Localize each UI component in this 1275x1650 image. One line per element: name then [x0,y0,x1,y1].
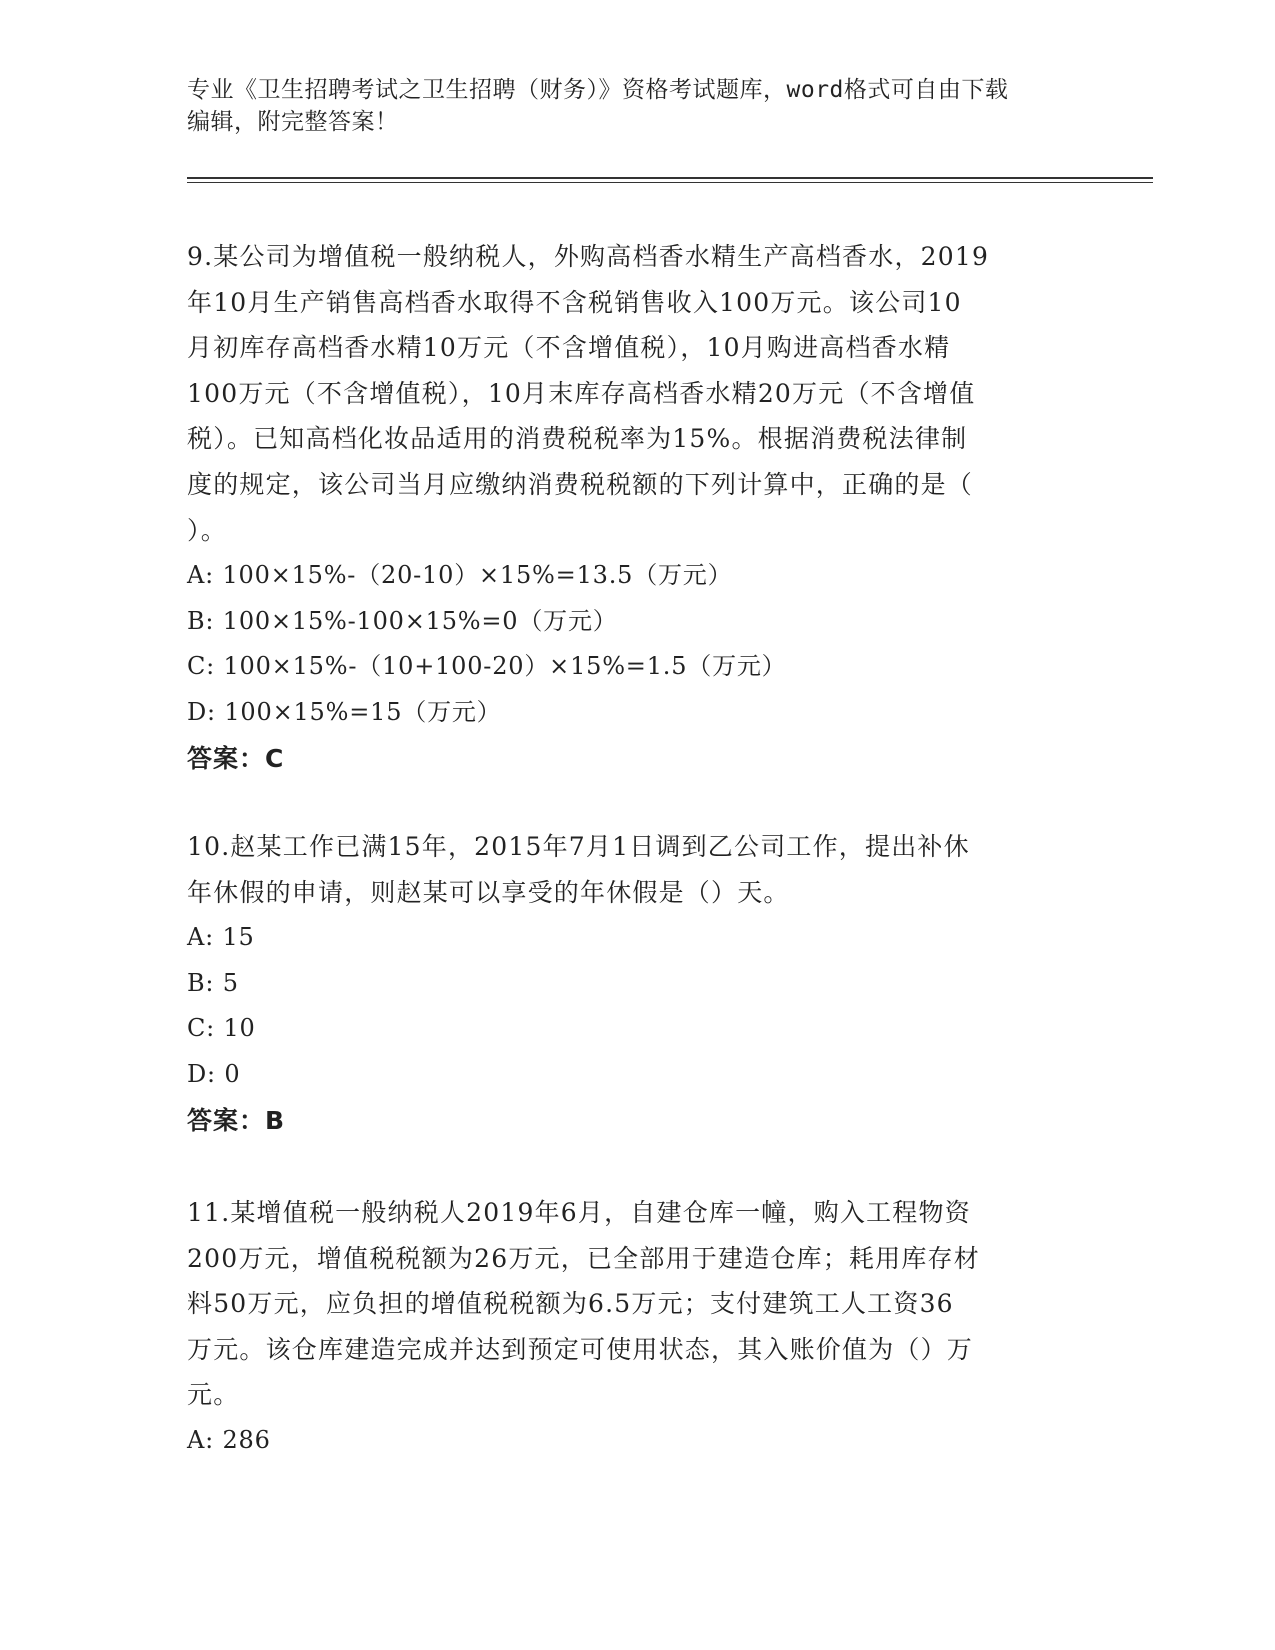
question-stem-line: 11.某增值税一般纳税人2019年6月，自建仓库一幢，购入工程物资 [187,1198,971,1227]
question-stem-line: 9.某公司为增值税一般纳税人，外购高档香水精生产高档香水，2019 [187,242,990,271]
question-stem-line: 100万元（不含增值税），10月末库存高档香水精20万元（不含增值 [187,378,976,408]
option-b: B: 5 [187,968,239,997]
header-line-2: 编辑，附完整答案！ [187,109,399,135]
option-list [187,553,1087,735]
option-b: B: 100×15%-100×15%=0（万元） [187,606,618,635]
question-stem-line: 10.赵某工作已满15年，2015年7月1日调到乙公司工作，提出补休 [187,832,970,861]
question-stem-line: ）。 [187,515,227,545]
option-list [187,915,1087,1097]
document-header [187,74,1087,138]
question-stem-line: 料50万元，应负担的增值税税额为6.5万元；支付建筑工人工资36 [187,1289,954,1319]
question-stem-line: 元。 [187,1380,240,1410]
question-11 [187,1190,1087,1464]
answer-label: 答案：B [187,1105,286,1135]
question-stem-line: 年休假的申请，则赵某可以享受的年休假是（）天。 [187,877,790,907]
header-line-1: 专业《卫生招聘考试之卫生招聘（财务）》资格考试题库，word格式可自由下载 [187,77,1009,103]
question-stem-line: 税）。已知高档化妆品适用的消费税税率为15%。根据消费税法律制 [187,424,968,454]
option-a: A: 15 [187,923,255,952]
header-divider-thick [187,177,1153,179]
option-list [187,1418,1087,1464]
option-a: A: 286 [187,1425,271,1454]
header-divider-thin [187,182,1153,183]
option-c: C: 10 [187,1014,256,1043]
option-c: C: 100×15%-（10+100-20）×15%=1.5（万元） [187,652,787,681]
option-d: D: 0 [187,1059,241,1088]
question-9 [187,234,1087,781]
answer-label: 答案：C [187,743,285,773]
question-10 [187,824,1087,1143]
question-stem-line: 度的规定，该公司当月应缴纳消费税税额的下列计算中，正确的是（ [187,469,974,499]
question-stem-line: 月初库存高档香水精10万元（不含增值税），10月购进高档香水精 [187,333,951,363]
question-stem-line: 万元。该仓库建造完成并达到预定可使用状态，其入账价值为（）万 [187,1334,974,1364]
question-stem-line: 年10月生产销售高档香水取得不含税销售收入100万元。该公司10 [187,287,962,317]
option-d: D: 100×15%=15（万元） [187,697,502,726]
option-a: A: 100×15%-（20-10）×15%=13.5（万元） [187,561,733,590]
question-stem-line: 200万元，增值税税额为26万元，已全部用于建造仓库；耗用库存材 [187,1243,980,1273]
